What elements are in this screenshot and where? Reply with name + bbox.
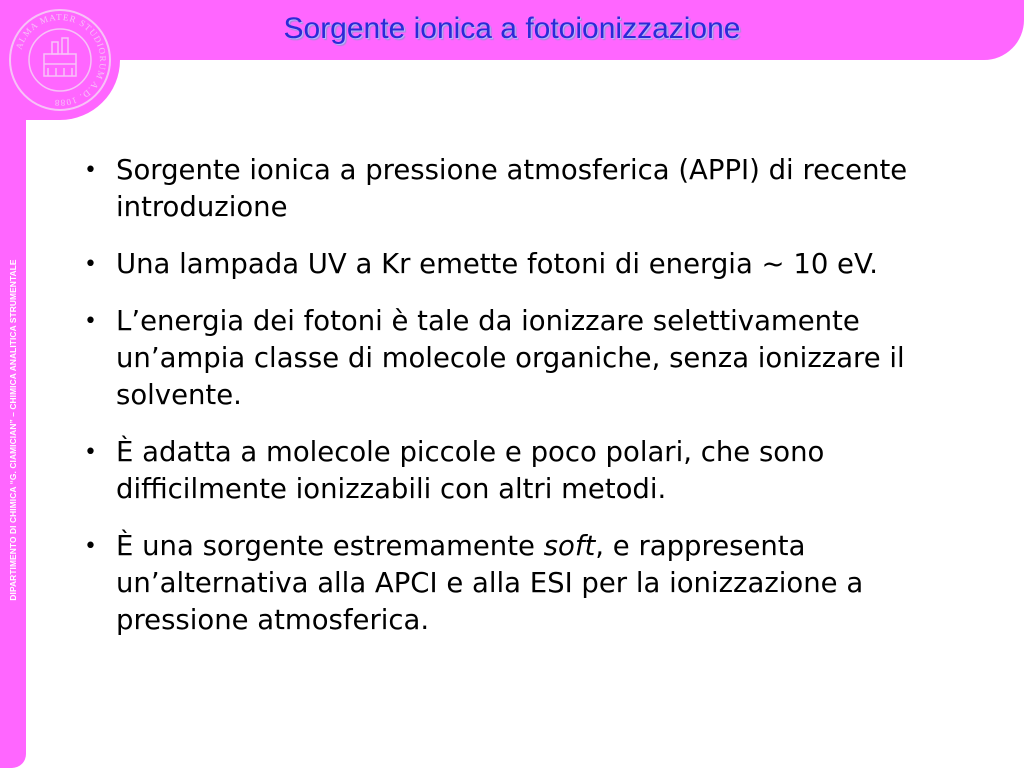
bullet-text <box>116 530 863 636</box>
emphasis-term: soft <box>543 530 596 562</box>
bullet-icon: • <box>84 534 97 559</box>
bullet-item <box>82 246 962 283</box>
department-label-text: DIPARTIMENTO DI CHIMICA “G. CIAMICIAN” – CHIMICA ANALITICA STRUMENTALE <box>8 259 18 601</box>
bullet-item <box>82 303 962 414</box>
bullet-text: È adatta a molecole piccole e poco polari, che sono difficilmente ionizzabili con altri metodi. <box>116 436 825 505</box>
bullet-item <box>82 434 962 508</box>
department-label <box>0 200 26 660</box>
bullet-text: L’energia dei fotoni è tale da ionizzare selettivamente un’ampia classe di molecole organiche, senza ionizzare il solvente. <box>116 305 905 411</box>
bullet-text: Una lampada UV a Kr emette fotoni di energia ~ 10 eV. <box>116 248 878 280</box>
slide-title: Sorgente ionica a fotoionizzazione <box>283 12 741 45</box>
bullet-icon: • <box>84 309 97 334</box>
bullet-item <box>82 528 962 639</box>
bullet-item <box>82 152 962 226</box>
slide-body <box>82 152 962 659</box>
bullet-icon: • <box>84 252 97 277</box>
seal-text: ALMA MATER STUDIORUM A.D. 1088 <box>13 11 109 109</box>
bullet-text-after: , e rappresenta un’alternativa alla APCI e alla ESI per la ionizzazione a pressione atmosferica. <box>116 530 864 636</box>
bullet-text: Sorgente ionica a pressione atmosferica (APPI) di recente introduzione <box>116 154 908 223</box>
bullet-icon: • <box>84 158 97 183</box>
bullet-list <box>82 152 962 639</box>
bullet-icon: • <box>84 440 97 465</box>
bullet-text-before: È una sorgente estremamente <box>116 530 544 562</box>
